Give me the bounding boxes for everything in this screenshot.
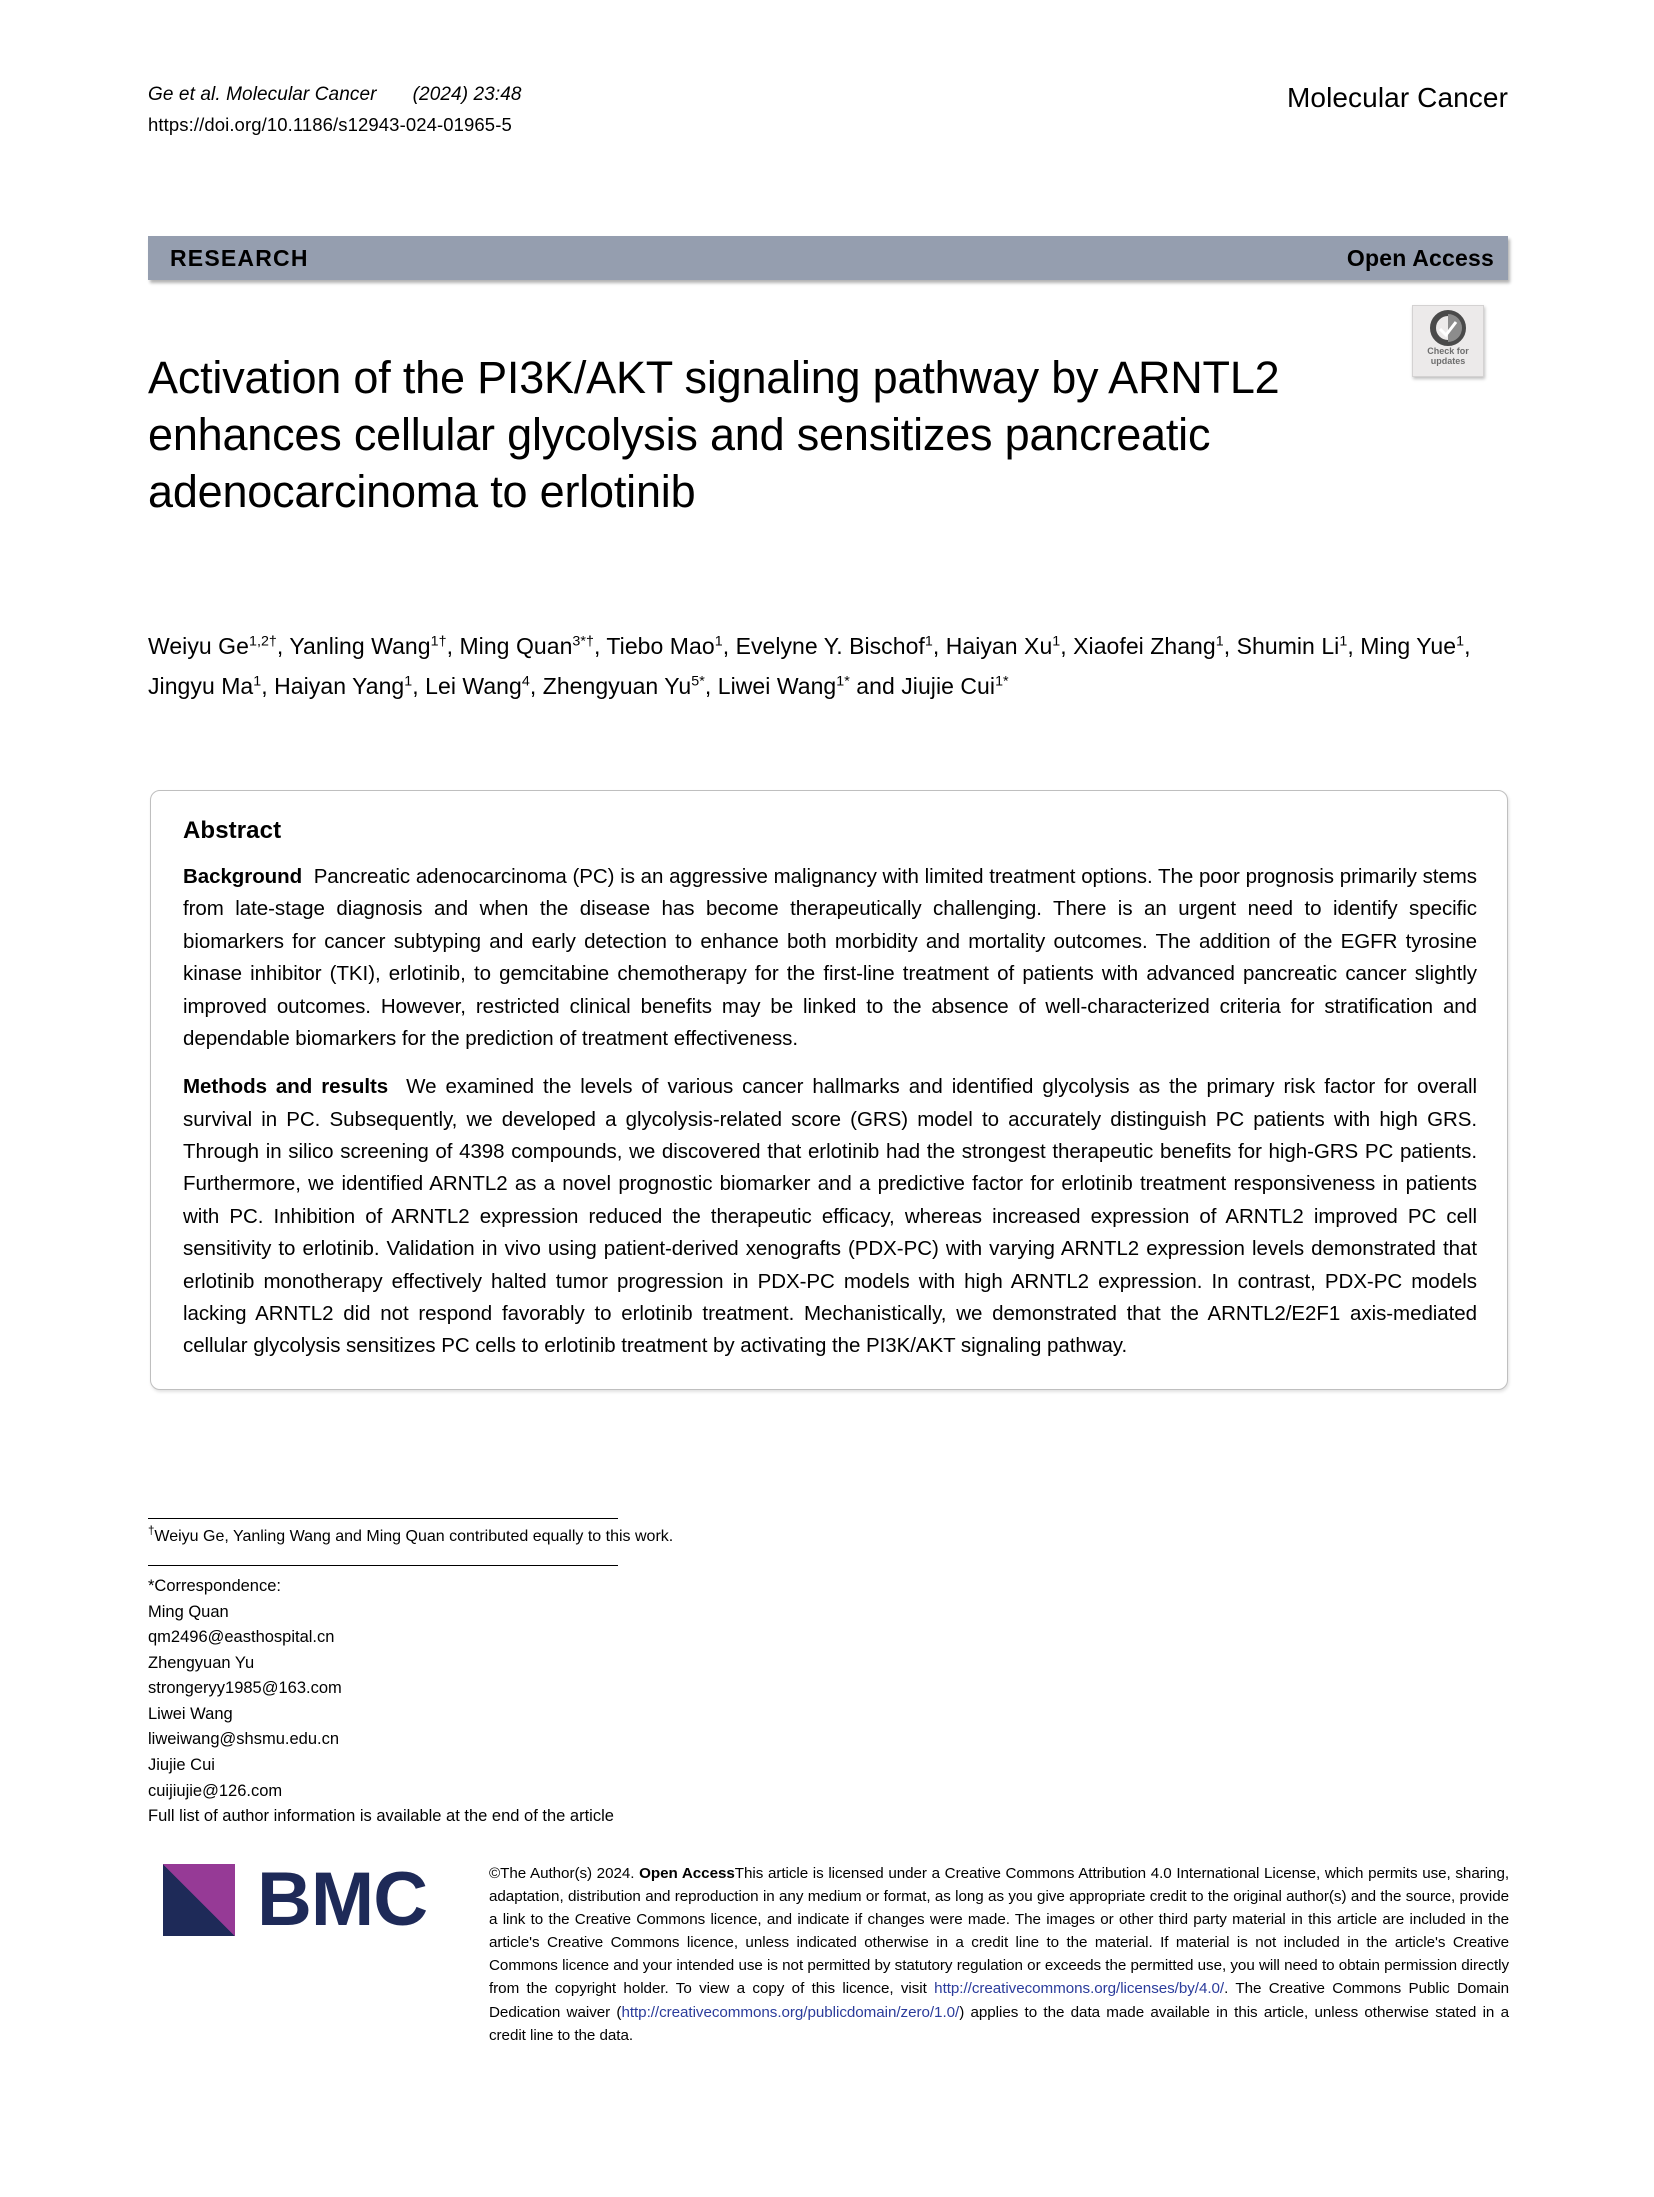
citation-text: Ge et al. Molecular Cancer bbox=[148, 84, 377, 105]
abstract-background bbox=[183, 861, 1477, 1055]
license-part-2: . The Creative Commons Public Domain Dedication waiver ( bbox=[489, 1980, 1509, 2021]
running-head bbox=[148, 80, 1508, 140]
article-type-label: RESEARCH bbox=[170, 244, 309, 271]
license-copyright: ©The Author(s) 2024. bbox=[489, 1865, 635, 1882]
correspondent-email-3[interactable]: cuijiujie@126.com bbox=[148, 1781, 283, 1800]
abstract-methods-text: We examined the levels of various cancer hallmarks and identified glycolysis as the primary risk factor for overall survival in PC. Subsequently, we developed a glycolysis-related score (GRS) model to accurately distinguish PC patients with high GRS. Through in silico screening of 4398 compounds, we discovered that erlotinib had the strongest therapeutic benefits for high-GRS PC patients. Furthermore, we identified ARNTL2 as a novel prognostic biomarker and a predictive factor for erlotinib treatment responsiveness in patients with PC. Inhibition of ARNTL2 expression reduced the therapeutic efficacy, whereas increased expression of ARNTL2 improved PC cell sensitivity to erlotinib. Validation in vivo using patient-derived xenografts (PDX-PC) with varying ARNTL2 expression levels demonstrated that erlotinib monotherapy effectively halted tumor progression in PDX-PC models with high ARNTL2 expression. In contrast, PDX-PC models lacking ARNTL2 did not respond favorably to erlotinib treatment. Mechanistically, we demonstrated that the ARNTL2/E2F1 axis-mediated cellular glycolysis sensitizes PC cells to erlotinib treatment by activating the PI3K/AKT signaling pathway. bbox=[183, 1075, 1477, 1358]
open-access-label: Open Access bbox=[1346, 244, 1494, 271]
bmc-wordmark: BMC bbox=[257, 1857, 428, 1943]
abstract-heading: Abstract bbox=[183, 817, 282, 844]
correspondent-name-2: Liwei Wang bbox=[148, 1704, 233, 1723]
crossmark-line-2: updates bbox=[1430, 355, 1466, 366]
correspondent-email-1[interactable]: strongeryy1985@163.com bbox=[148, 1679, 342, 1698]
abstract-box bbox=[150, 790, 1508, 1390]
license-statement bbox=[489, 1862, 1509, 2047]
abstract-methods bbox=[183, 1071, 1477, 1362]
correspondent-name-1: Zhengyuan Yu bbox=[148, 1653, 255, 1672]
abstract-methods-label: Methods and results bbox=[183, 1075, 389, 1099]
author-info-note: Full list of author information is available at the end of the article bbox=[148, 1807, 614, 1826]
running-head-left bbox=[148, 80, 522, 140]
abstract-background-label: Background bbox=[183, 865, 303, 888]
correspondent-name-3: Jiujie Cui bbox=[148, 1755, 215, 1774]
license-open-access-label: Open Access bbox=[639, 1865, 735, 1882]
abstract-background-text: Pancreatic adenocarcinoma (PC) is an aggressive malignancy with limited treatment options. The poor prognosis primarily stems from late-stage diagnosis and when the disease has become therapeutically challenging. There is an urgent need to identify specific biomarkers for cancer subtyping and early detection to enhance both morbidity and mortality outcomes. The addition of the EGFR tyrosine kinase inhibitor (TKI), erlotinib, to gemcitabine chemotherapy for the first-line treatment of patients with advanced pancreatic cancer slightly improved outcomes. However, restricted clinical benefits may be linked to the absence of well-characterized criteria for stratification and dependable biomarkers for the prediction of treatment effectiveness. bbox=[183, 865, 1477, 1050]
page-title: Activation of the PI3K/AKT signaling pathway by ARNTL2 enhances cellular glycolysis and sensitizes pancreatic adenocarcinoma to erlotinib bbox=[148, 352, 1280, 517]
publisher-logo bbox=[163, 1857, 428, 1943]
correspondent-name-0: Ming Quan bbox=[148, 1602, 229, 1621]
license-url-cc-zero[interactable]: http://creativecommons.org/publicdomain/zero/1.0/ bbox=[621, 2003, 960, 2021]
bmc-logo-icon bbox=[163, 1864, 235, 1936]
equal-contribution-text: Weiyu Ge, Yanling Wang and Ming Quan contributed equally to this work. bbox=[154, 1528, 674, 1545]
license-url-cc-by[interactable]: http://creativecommons.org/licenses/by/4.0/ bbox=[934, 1980, 1225, 1998]
citation-volume: (2024) 23:48 bbox=[412, 84, 522, 105]
correspondent-email-0[interactable]: qm2496@easthospital.cn bbox=[148, 1628, 335, 1647]
author-list: Weiyu $Ge^{1,2\dagger}$, Yanling Wang$^{1\dagger}$, Ming Quan$^{3*\dagger}$, Tiebo Mao$^1$, Evelyne Y. Bischof$^1$, Haiyan Xu$^1$, Xiaofei Zhang$^1$, Shumin Li$^1$, Ming Yue$^1$, Jingyu Ma$^1$, Haiyan Yang$^1$, Lei Wang$^4$, Zhengyuan $Yu^{5*}$, Liwei Wang$^{1*}$ and Jiujie Cui$^{1*}$ bbox=[148, 633, 1471, 700]
license-part-1: This article is licensed under a Creative Commons Attribution 4.0 International License, which permits use, sharing, adaptation, distribution and reproduction in any medium or format, as long as you give appropriate credit to the original author(s) and the source, provide a link to the Creative Commons licence, and indicate if changes were made. The images or other third party material in this article are included in the article's Creative Commons licence, unless indicated otherwise in a credit line to the material. If material is not included in the article's Creative Commons licence and your intended use is not permitted by statutory regulation or exceeds the permitted use, you will need to obtain permission directly from the copyright holder. To view a copy of this licence, visit bbox=[489, 1865, 1510, 1998]
journal-citation bbox=[148, 80, 522, 109]
correspondent-email-2[interactable]: liweiwang@shsmu.edu.cn bbox=[148, 1730, 340, 1749]
crossmark-line-1: Check for bbox=[1427, 346, 1469, 356]
correspondence-block bbox=[148, 1574, 768, 1830]
article-type-banner bbox=[148, 236, 1508, 280]
dagger-marker: † bbox=[148, 1525, 155, 1538]
equal-contribution-note bbox=[148, 1525, 768, 1549]
footnote-rule-top bbox=[148, 1518, 618, 1519]
footnote-rule-bottom bbox=[148, 1565, 618, 1566]
license-part-3: ) applies to the data made available in this article, unless otherwise stated in a credit line to the data. bbox=[489, 2003, 1509, 2044]
journal-title: Molecular Cancer bbox=[1286, 82, 1508, 113]
correspondence-label: *Correspondence: bbox=[148, 1577, 281, 1595]
doi-link[interactable]: https://doi.org/10.1186/s12943-024-01965-5 bbox=[148, 114, 512, 136]
crossmark-updates-icon bbox=[1429, 310, 1467, 346]
